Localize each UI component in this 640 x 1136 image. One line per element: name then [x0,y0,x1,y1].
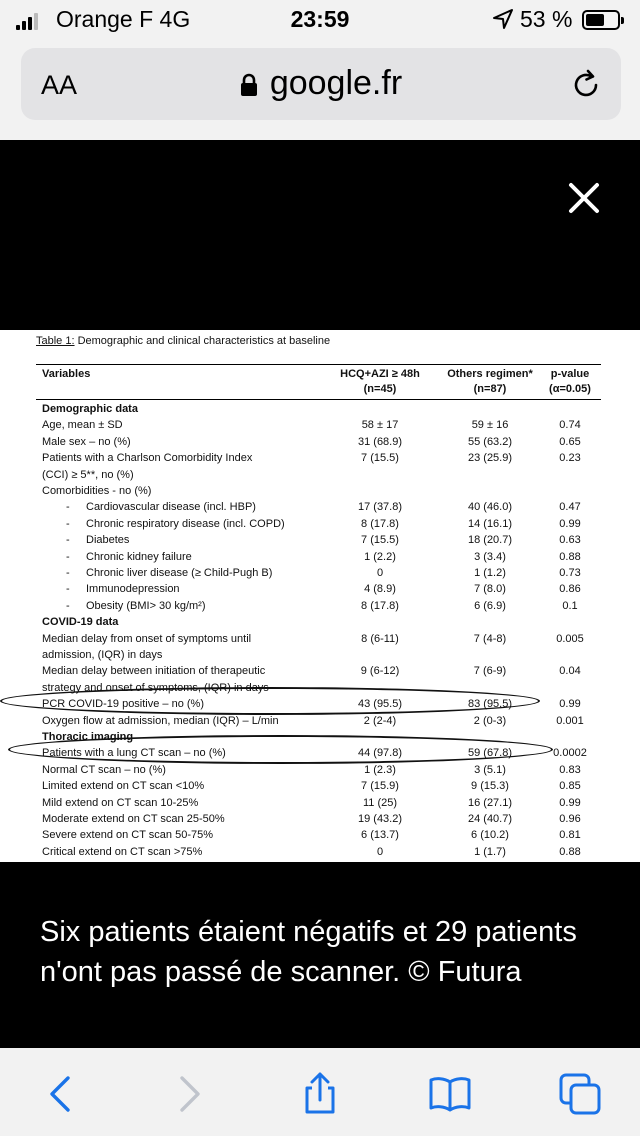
cell-c2: 24 (40.7) [467,813,513,825]
row-label: - Cardiovascular disease (incl. HBP) [86,499,256,515]
cell-c3: 0.23 [559,452,581,465]
cell-c2: 23 (25.9) [467,452,513,465]
table-row [0,516,640,532]
cell-c2: 3 (5.1) [474,763,506,776]
cell-c3: 0.85 [559,780,581,793]
header-variables: Variables [42,368,91,380]
row-label: - Immunodepression [86,581,180,597]
row-label: Severe extend on CT scan 50-75% [42,829,214,842]
row-label: Median delay between initiation of therapeutic [42,665,266,678]
cell-c1: 0 [376,567,384,579]
cell-c3: 0.81 [559,829,581,842]
header-c3: p-value (α=0.05) [549,368,591,395]
cell-c2: 1 (1.2) [474,567,506,579]
table-row [0,450,640,466]
table-row [0,483,640,499]
table-row [0,549,640,565]
cell-c3: 0.83 [559,763,581,776]
table-row [0,581,640,597]
cell-c1: 11 (25) [362,796,398,809]
cell-c3: 0.88 [559,550,581,563]
cell-c2: 7 (8.0) [474,583,506,596]
row-label: Limited extend on CT scan <10% [42,780,205,793]
table-row [0,532,640,548]
table-row [0,401,640,417]
row-label: Patients with a lung CT scan – no (%) [42,747,226,760]
cell-c2: 18 (20.7) [467,534,513,547]
table-row [0,417,640,433]
header-c2: Others regimen* (n=87) [447,368,533,395]
cell-c2: 40 (46.0) [467,501,513,514]
cell-c2: 59 (67.8) [467,747,513,760]
row-label: Oxygen flow at admission, median (IQR) – L/min [42,714,279,727]
cell-c1: 0 [376,845,384,858]
cell-c1: 7 (15.5) [361,534,399,547]
cell-c1: 9 (6-12) [360,665,400,678]
browser-toolbar [0,1048,640,1136]
row-label: COVID-19 data [42,616,119,629]
battery-icon [582,10,620,30]
table-caption: Table 1: Demographic and clinical characteristics at baseline [36,335,331,347]
highlight-ring-pcr [0,687,540,715]
table-row [0,565,640,581]
forward-icon[interactable] [168,1072,212,1116]
cell-c3: 0.0002 [553,747,587,760]
cell-c3: 0.63 [559,534,581,547]
cell-c1: 17 (37.8) [357,501,403,514]
table-row [0,499,640,515]
browser-header [0,42,640,140]
cell-c2: 3 (3.4) [474,550,506,563]
row-label: admission, (IQR) in days [42,649,163,661]
row-label: Median delay from onset of symptoms until [42,632,252,645]
row-label: (CCI) ≥ 5**, no (%) [42,468,134,481]
table-row [0,762,640,778]
cell-c2: 7 (6-9) [473,665,507,678]
back-icon[interactable] [38,1072,82,1116]
tabs-icon[interactable] [558,1072,602,1116]
cell-c2: 7 (4-8) [473,632,507,645]
carrier-label: Orange F 4G [56,6,191,32]
row-label: Normal CT scan – no (%) [42,763,166,776]
cell-c1: 43 (95.5) [357,698,403,711]
cell-c1: 8 (6-11) [361,632,399,645]
cell-c2: 1 (1.7) [474,845,506,858]
table-image [0,330,640,862]
row-label: Age, mean ± SD [42,419,123,432]
cell-c2: 83 (95.5) [467,698,513,711]
cell-c1: 2 (2-4) [363,714,397,727]
cell-c1: 8 (17.8) [361,599,399,612]
battery-percent: 53 % [520,6,573,32]
row-label: Demographic data [42,403,138,415]
cell-c1: 1 (2.3) [364,763,396,776]
cell-c3: 0.005 [556,632,584,645]
cell-c3: 0.04 [559,665,581,678]
cell-c3: 0.73 [559,567,581,579]
table-row [0,844,640,860]
table-row [0,467,640,483]
row-label: PCR COVID-19 positive – no (%) [42,698,204,711]
highlight-ring-ct [8,735,553,764]
row-label: Critical extend on CT scan >75% [42,845,203,858]
cell-c2: 6 (6.9) [474,599,506,612]
cell-c2: 14 (16.1) [467,517,513,530]
row-label: - Obesity (BMI> 30 kg/m²) [86,598,206,614]
cell-c3: 0.001 [556,714,584,727]
cell-c1: 19 (43.2) [357,813,403,825]
cell-c3: 0.99 [559,698,581,711]
cell-c3: 0.96 [559,813,581,825]
cell-c1: 31 (68.9) [357,435,403,448]
row-label: strategy and onset of symptoms, (IQR) in days [42,681,269,694]
table-row [0,713,640,729]
address-domain[interactable] [21,64,621,103]
close-icon[interactable] [566,180,602,216]
row-label: Male sex – no (%) [42,435,131,448]
cell-c3: 0.99 [559,796,581,809]
cell-c1: 58 ± 17 [361,419,399,432]
row-label: Thoracic imaging [42,731,134,743]
cell-c2: 6 (10.2) [471,829,509,842]
share-icon[interactable] [298,1072,342,1116]
row-label: - Chronic liver disease (≥ Child-Pugh B) [86,565,272,581]
status-bar [0,0,640,42]
clock: 23:59 [290,6,350,32]
cell-c2: 9 (15.3) [471,780,509,793]
table-row [0,614,640,630]
cell-c1: 4 (8.9) [364,583,396,596]
row-label: - Chronic kidney failure [86,549,192,565]
table-row [0,827,640,843]
address-bar[interactable] [21,48,621,120]
cell-c3: 0.47 [559,501,581,514]
cell-c2: 2 (0-3) [473,714,507,727]
bookmarks-icon[interactable] [428,1072,472,1116]
cell-c3: 0.88 [559,845,581,858]
table-row [0,663,640,679]
table-row [0,811,640,827]
cell-c1: 7 (15.5) [361,452,399,465]
row-label: - Diabetes [86,532,129,548]
cell-c1: 44 (97.8) [357,747,403,760]
row-label: Moderate extend on CT scan 25-50% [42,813,225,825]
table-row [0,598,640,614]
cell-c3: 0.74 [559,419,581,432]
cell-c2: 16 (27.1) [467,796,513,809]
header-c1: HCQ+AZI ≥ 48h (n=45) [340,368,420,395]
cell-c2: 55 (63.2) [467,435,513,448]
row-label: Comorbidities - no (%) [42,485,152,497]
table-row [0,795,640,811]
cell-c3: 0.65 [559,435,581,448]
cell-c3: 0.1 [562,599,578,612]
cell-c1: 8 (17.8) [361,517,399,530]
cell-c1: 1 (2.2) [364,550,396,563]
table-row [0,631,640,647]
table-row [0,778,640,794]
cell-c3: 0.86 [559,583,581,596]
lock-icon [240,73,258,95]
image-caption: Six patients étaient négatifs et 29 patients n'ont pas passé de scanner. © Futura [40,916,577,988]
domain-text: google.fr [269,64,403,102]
cell-c2: 59 ± 16 [471,419,509,432]
row-label: Mild extend on CT scan 10-25% [42,796,199,809]
cell-c3: 0.99 [559,517,581,530]
row-label: - Chronic respiratory disease (incl. COPD) [86,516,285,532]
cell-c1: 7 (15.9) [361,780,399,793]
location-arrow-icon [492,8,514,30]
text-size-button[interactable]: AA [41,70,78,100]
table-row [0,434,640,450]
table-row [0,647,640,663]
reload-icon[interactable] [569,68,603,102]
row-label: Patients with a Charlson Comorbidity Index [42,452,253,465]
cell-c1: 6 (13.7) [361,829,399,842]
